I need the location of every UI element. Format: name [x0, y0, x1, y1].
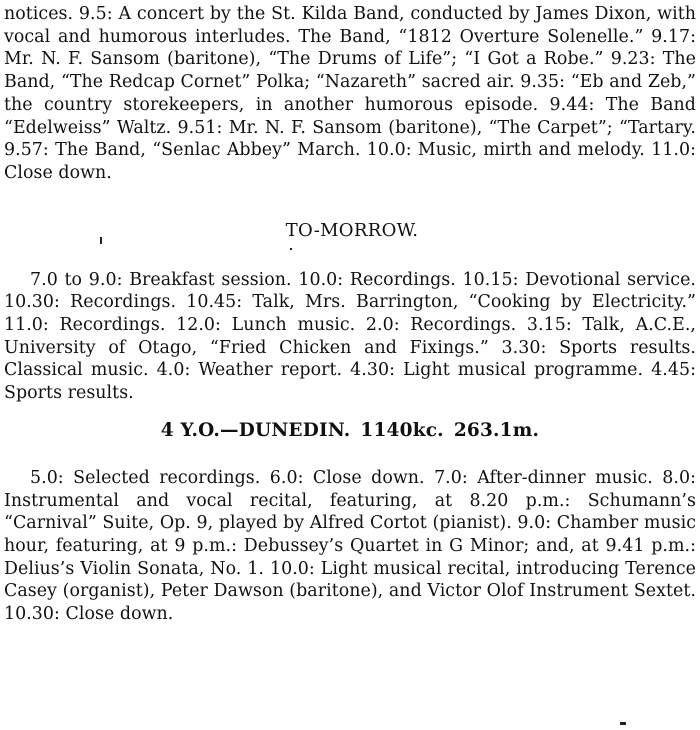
tomorrow-programme: 7.0 to 9.0: Breakfast session. 10.0: Recordings. 10.15: Devotional service. 10.30: Recordings. 10.45: Talk, Mrs. Barrington, “Cooking by Electricity.” 11.0: Recordings. 12.0: Lunch music. 2.0: Recordings. 3.15: Talk, A.C.E., University of Otago, “Fried Chicken and Fixings.” 3.30: Sports results. Classical music. 4.0: Weather report. 4.30: Light musical programme. 4.45: Sports results. — [4, 269, 696, 404]
station-call-sign: 4 Y.O.—DUNEDIN. — [160, 419, 351, 441]
print-speck — [100, 237, 102, 244]
newspaper-clipping — [4, 0, 696, 626]
tomorrow-heading: TO-MORROW. — [285, 219, 419, 241]
print-speck — [290, 248, 292, 250]
evening-programme-continued: notices. 9.5: A concert by the St. Kilda Band, conducted by James Dixon, with vocal and humorous interludes. The Band, “1812 Overture Solenelle.” 9.17: Mr. N. F. Sansom (baritone), “The Drums of Life”; “I Got a Robe.” 9.23: The Band, “The Redcap Cornet” Polka; “Nazareth” sacred air. 9.35: “Eb and Zeb,” the country storekeepers, in another humorous episode. 9.44: The Band “Edelweiss” Waltz. 9.51: Mr. N. F. Sansom (baritone), “The Carpet”; “Tartary. 9.57: The Band, “Senlac Abbey” March. 10.0: Music, mirth and melody. 11.0: Close down. — [4, 4, 696, 183]
station-wavelength: 263.1m. — [453, 419, 540, 441]
station-frequency: 1140kc. — [360, 419, 444, 441]
station-programme: 5.0: Selected recordings. 6.0: Close down. 7.0: After-dinner music. 8.0: Instrumental and vocal recital, featuring, at 8.20 p.m.: Schumann’s “Carnival” Suite, Op. 9, played by Alfred Cortot (pianist). 9.0: Chamber music hour, featuring, at 9 p.m.: Debussey’s Quartet in G Minor; and, at 9.41 p.m.: Delius’s Violin Sonata, No. 1. 10.0: Light musical recital, introducing Terence Casey (organist), Peter Dawson (baritone), and Victor Olof Instrument Sextet. 10.30: Close down. — [4, 467, 696, 625]
station-heading — [4, 419, 696, 443]
print-speck — [620, 722, 626, 725]
